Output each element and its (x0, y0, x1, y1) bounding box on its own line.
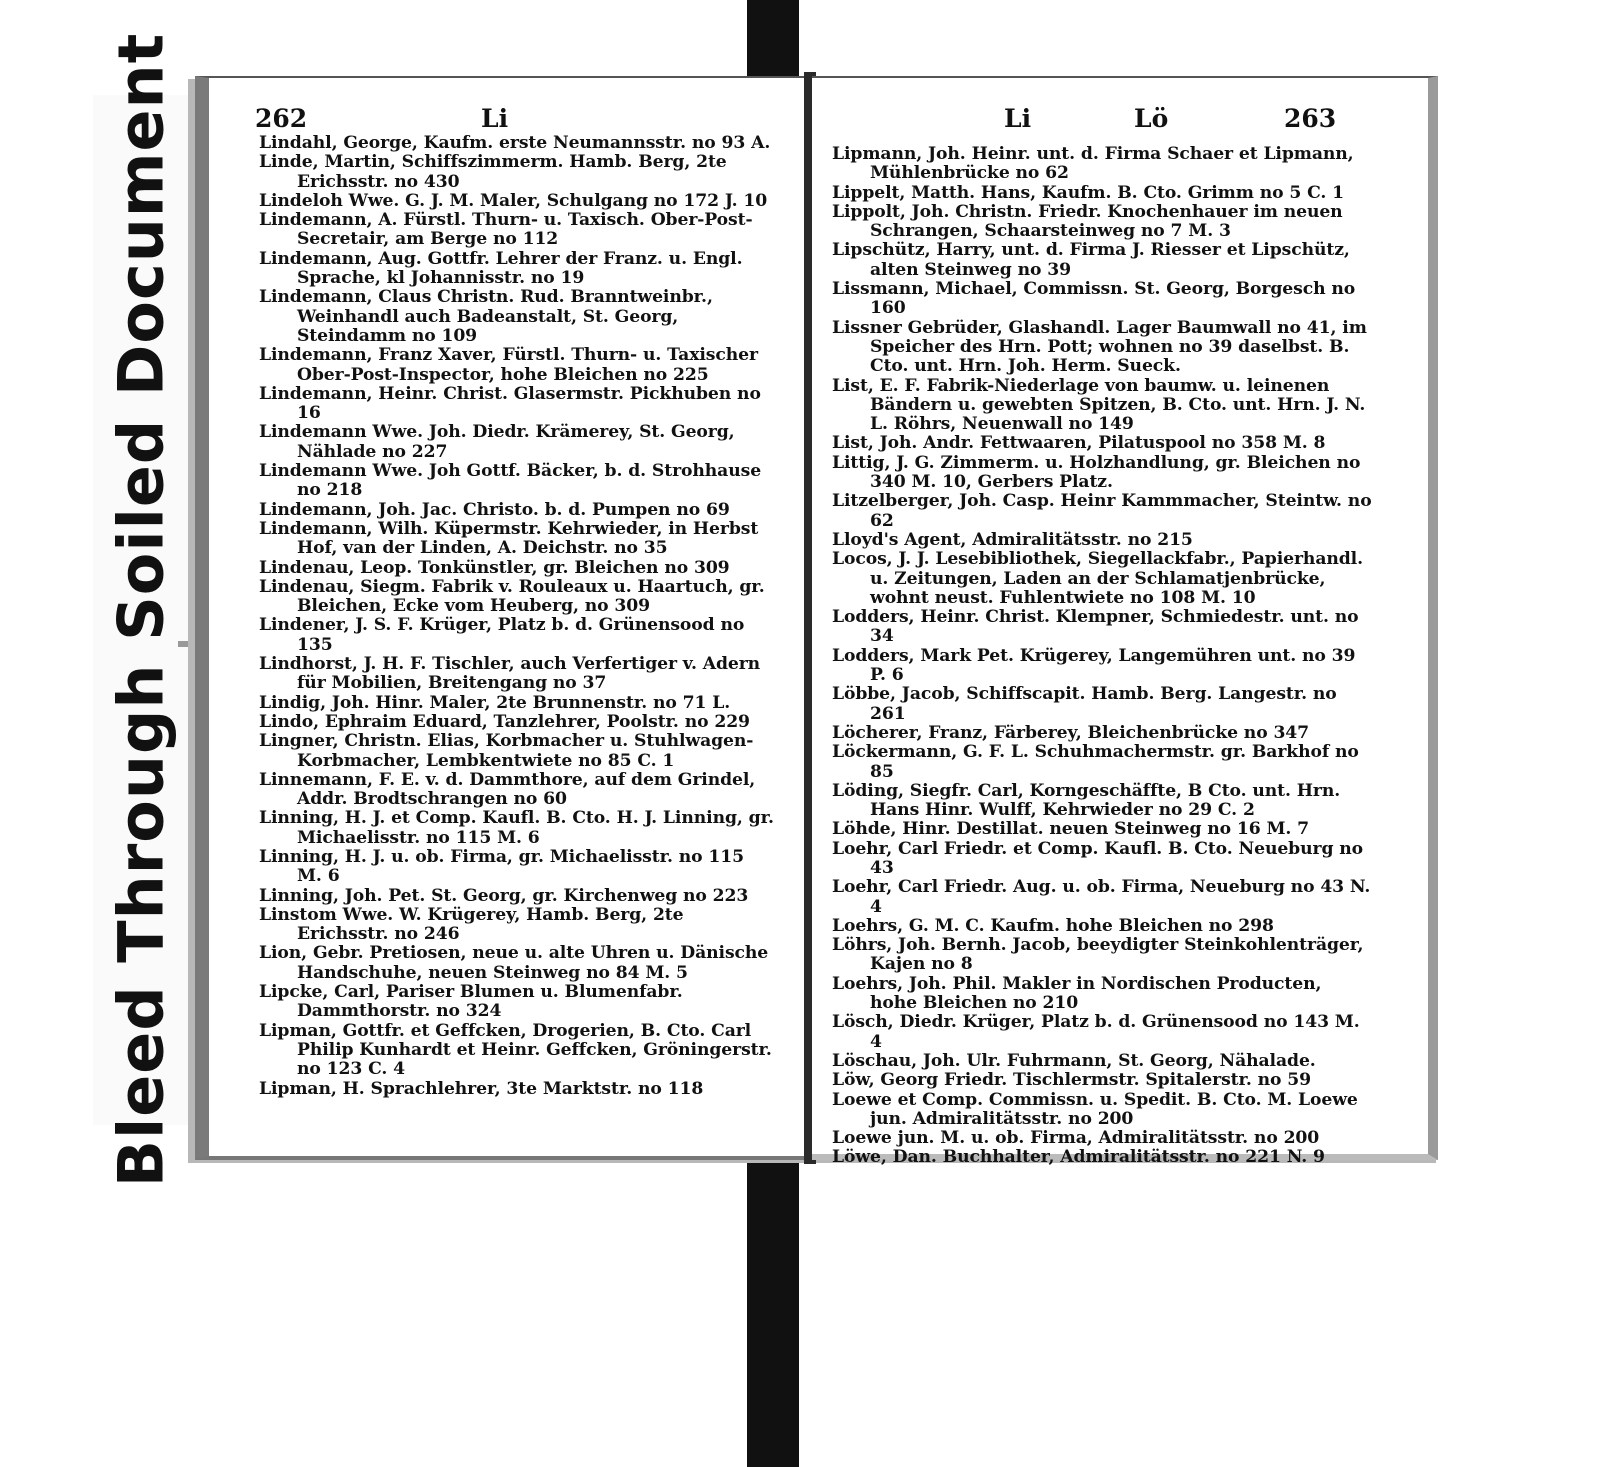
directory-entry: Linning, H. J. u. ob. Firma, gr. Michaelisstr. no 115 M. 6 (259, 846, 744, 887)
left-page-number: 262 (255, 104, 308, 133)
directory-entry: Löckermann, G. F. L. Schuhmachermstr. gr. Barkhof no 85 (832, 742, 1359, 782)
right-page-number: 263 (1284, 104, 1337, 133)
directory-entry: Loehrs, Joh. Phil. Makler in Nordischen Producten, hohe Bleichen no 210 (832, 973, 1322, 1014)
directory-entry: Lion, Gebr. Pretiosen, neue u. alte Uhren u. Dänische Handschuhe, neuen Steinweg no 84 M. 5 (259, 943, 769, 983)
directory-entry: Lindemann Wwe. Joh. Diedr. Krämerey, St. Georg, Nählade no 227 (259, 422, 735, 462)
directory-entry: Linstom Wwe. W. Krügerey, Hamb. Berg, 2te Erichsstr. no 246 (259, 904, 684, 945)
directory-entry: Loewe et Comp. Commissn. u. Spedit. B. Cto. M. Loewe jun. Admiralitätsstr. no 200 (832, 1089, 1358, 1129)
directory-entry: Lipman, Gottfr. et Geffcken, Drogerien, B. Cto. Carl Philip Kunhardt et Heinr. Geffcken, Gröningerstr. no 123 C. 4 (259, 1020, 772, 1080)
directory-entry: Löhde, Hinr. Destillat. neuen Steinweg no 16 M. 7 (832, 819, 1310, 840)
directory-entry: List, Joh. Andr. Fettwaaren, Pilatuspool no 358 M. 8 (832, 433, 1326, 454)
directory-entry: Lipcke, Carl, Pariser Blumen u. Blumenfabr. Dammthorstr. no 324 (259, 982, 683, 1022)
directory-entry: Lindeloh Wwe. G. J. M. Maler, Schulgang no 172 J. 10 (259, 190, 768, 211)
directory-entry: Löbbe, Jacob, Schiffscapit. Hamb. Berg. Langestr. no 261 (832, 684, 1337, 724)
directory-entry: Lingner, Christn. Elias, Korbmacher u. Stuhlwagen-Korbmacher, Lembkentwiete no 85 C. 1 (259, 731, 754, 771)
directory-entry: Locos, J. J. Lesebibliothek, Siegellackfabr., Papierhandl. u. Zeitungen, Laden an der Schlamatjenbrücke, wohnt neust. Fuhlentwiete no 108 M. 10 (832, 549, 1363, 608)
directory-entry: Lindemann, Heinr. Christ. Glasermstr. Pickhuben no 16 (259, 383, 761, 424)
binding-strip-top (747, 0, 799, 84)
directory-entry: Loewe jun. M. u. ob. Firma, Admiralitätsstr. no 200 (832, 1128, 1320, 1149)
right-entries-list (832, 145, 1372, 1168)
directory-entry: Lindemann, Claus Christn. Rud. Branntweinbr., Weinhandl auch Badeanstalt, St. Georg, Steindamm no 109 (259, 287, 713, 346)
directory-entry: Lissmann, Michael, Commissn. St. Georg, Borgesch no 160 (832, 279, 1356, 319)
directory-entry: Littig, J. G. Zimmerm. u. Holzhandlung, gr. Bleichen no 340 M. 10, Gerbers Platz. (832, 452, 1361, 493)
directory-entry: Löw, Georg Friedr. Tischlermstr. Spitalerstr. no 59 (832, 1070, 1312, 1091)
directory-entry: Lindemann, Wilh. Küpermstr. Kehrwieder, in Herbst Hof, van der Linden, A. Deichstr. no 35 (259, 518, 759, 559)
directory-entry: Litzelberger, Joh. Casp. Heinr Kammmacher, Steintw. no 62 (832, 491, 1372, 531)
directory-entry: Linde, Martin, Schiffszimmerm. Hamb. Berg, 2te Erichsstr. no 430 (259, 152, 727, 192)
directory-entry: Lindo, Ephraim Eduard, Tanzlehrer, Poolstr. no 229 (259, 711, 750, 732)
directory-entry: Lippelt, Matth. Hans, Kaufm. B. Cto. Grimm no 5 C. 1 (832, 182, 1345, 203)
directory-entry: Loehr, Carl Friedr. Aug. u. ob. Firma, Neueburg no 43 N. 4 (832, 877, 1371, 917)
right-page-header-right: Lö (1134, 104, 1169, 133)
binding-strip-bottom (747, 1155, 799, 1467)
directory-entry: Lissner Gebrüder, Glashandl. Lager Baumwall no 41, im Speicher des Hrn. Pott; wohnen no 39 daselbst. B. Cto. unt. Hrn. Joh. Herm. Sueck. (832, 317, 1367, 377)
directory-entry: Lipman, H. Sprachlehrer, 3te Marktstr. no 118 (259, 1078, 704, 1099)
directory-entry: Lindener, J. S. F. Krüger, Platz b. d. Grünensood no 135 (259, 615, 745, 655)
directory-entry: Loehr, Carl Friedr. et Comp. Kaufl. B. Cto. Neueburg no 43 (832, 838, 1364, 878)
directory-entry: Lindemann, Aug. Gottfr. Lehrer der Franz. u. Engl. Sprache, kl Johannisstr. no 19 (259, 248, 743, 289)
directory-entry: Lindemann, Joh. Jac. Christo. b. d. Pumpen no 69 (259, 499, 730, 520)
directory-entry: Löding, Siegfr. Carl, Korngeschäffte, B Cto. unt. Hrn. Hans Hinr. Wulff, Kehrwieder no 29 C. 2 (832, 780, 1341, 821)
directory-entry: Lipschütz, Harry, unt. d. Firma J. Riesser et Lipschütz, alten Steinweg no 39 (832, 240, 1350, 280)
directory-entry: Löwe, Dan. Buchhalter, Admiralitätsstr. no 221 N. 9 (832, 1147, 1325, 1168)
directory-entry: Lindahl, George, Kaufm. erste Neumannsstr. no 93 A. (259, 133, 771, 153)
side-label-text: Bleed Through Soiled Document (104, 32, 178, 1188)
directory-entry: Lipmann, Joh. Heinr. unt. d. Firma Schaer et Lipmann, Mühlenbrücke no 62 (832, 144, 1354, 184)
directory-entry: Lindhorst, J. H. F. Tischler, auch Verfertiger v. Adern für Mobilien, Breitengang no 37 (259, 654, 761, 694)
directory-entry: Lloyd's Agent, Admiralitätsstr. no 215 (832, 529, 1193, 550)
right-page (812, 76, 1438, 1168)
directory-entry: Lindemann, Franz Xaver, Fürstl. Thurn- u. Taxischer Ober-Post-Inspector, hohe Bleichen no 225 (259, 345, 758, 385)
directory-entry: Lindenau, Siegm. Fabrik v. Rouleaux u. Haartuch, gr. Bleichen, Ecke vom Heuberg, no 309 (259, 576, 765, 617)
left-page-header: Li (481, 104, 509, 133)
left-entries-list (259, 134, 774, 1099)
directory-entry: Lindenau, Leop. Tonkünstler, gr. Bleichen no 309 (259, 557, 730, 578)
directory-entry: Lindig, Joh. Hinr. Maler, 2te Brunnenstr. no 71 L. (259, 692, 731, 713)
directory-entry: Lindemann Wwe. Joh Gottf. Bäcker, b. d. Strohhause no 218 (259, 461, 762, 501)
directory-entry: Löschau, Joh. Ulr. Fuhrmann, St. Georg, Nähalade. (832, 1050, 1316, 1071)
left-page (195, 76, 807, 1160)
directory-entry: Lodders, Heinr. Christ. Klempner, Schmiedestr. unt. no 34 (832, 607, 1359, 647)
directory-entry: Lippolt, Joh. Christn. Friedr. Knochenhauer im neuen Schrangen, Schaarsteinweg no 7 M. 3 (832, 201, 1343, 242)
directory-entry: Linnemann, F. E. v. d. Dammthore, auf dem Grindel, Addr. Brodtschrangen no 60 (259, 769, 756, 810)
directory-entry: Loehrs, G. M. C. Kaufm. hohe Bleichen no 298 (832, 915, 1274, 936)
directory-entry: Löhrs, Joh. Bernh. Jacob, beeydigter Steinkohlenträger, Kajen no 8 (832, 935, 1364, 975)
directory-entry: List, E. F. Fabrik-Niederlage von baumw. u. leinenen Bändern u. gewebten Spitzen, B. Cto. unt. Hrn. J. N. L. Röhrs, Neuenwall no 149 (832, 375, 1366, 435)
directory-entry: Lodders, Mark Pet. Krügerey, Langemühren unt. no 39 P. 6 (832, 645, 1356, 686)
directory-entry: Linning, H. J. et Comp. Kaufl. B. Cto. H. J. Linning, gr. Michaelisstr. no 115 M. 6 (259, 808, 774, 848)
side-label-card (93, 32, 191, 1188)
directory-entry: Löcherer, Franz, Färberey, Bleichenbrücke no 347 (832, 722, 1310, 743)
directory-entry: Linning, Joh. Pet. St. Georg, gr. Kirchenweg no 223 (259, 885, 749, 906)
directory-entry: Lösch, Diedr. Krüger, Platz b. d. Grünensood no 143 M. 4 (832, 1012, 1360, 1052)
right-page-header-left: Li (1004, 104, 1032, 133)
directory-entry: Lindemann, A. Fürstl. Thurn- u. Taxisch. Ober-Post-Secretair, am Berge no 112 (259, 210, 753, 250)
